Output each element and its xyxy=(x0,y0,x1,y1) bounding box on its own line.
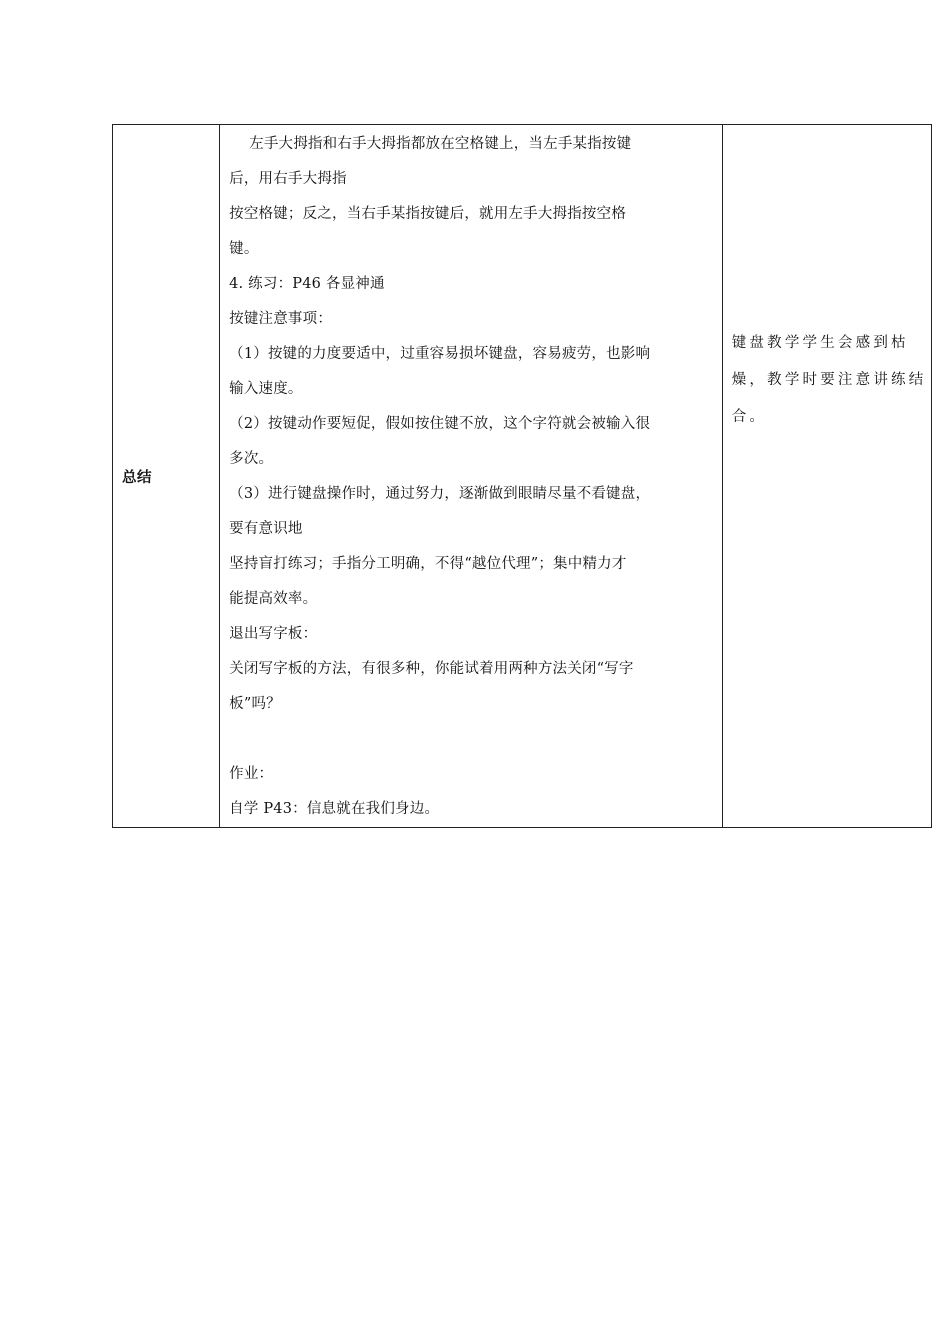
content-line: 后，用右手大拇指 xyxy=(229,171,347,187)
content-line: 能提高效率。 xyxy=(229,591,318,607)
content-line: 退出写字板： xyxy=(229,626,318,642)
table-row xyxy=(113,125,932,828)
content-line: 要有意识地 xyxy=(229,521,303,537)
content-line: 坚持盲打练习；手指分工明确，不得“越位代理”；集中精力才 xyxy=(229,556,627,572)
content-line: 板”吗？ xyxy=(229,696,281,712)
content-line: （2）按键动作要短促，假如按住键不放，这个字符就会被输入很 xyxy=(229,416,651,432)
content-line: 按键注意事项： xyxy=(229,311,333,327)
content-text xyxy=(229,125,714,827)
note-cell xyxy=(722,125,931,828)
section-label: 总结 xyxy=(122,469,152,486)
content-line: 关闭写字板的方法，有很多种，你能试着用两种方法关闭“写字 xyxy=(229,661,634,677)
content-line: 输入速度。 xyxy=(229,381,303,397)
content-line: 左手大拇指和右手大拇指都放在空格键上，当左手某指按键 xyxy=(249,136,632,152)
note-text xyxy=(731,125,927,436)
blank-line xyxy=(229,722,714,757)
content-line: 4. 练习：P46 各显神通 xyxy=(229,276,385,292)
lesson-plan-table xyxy=(112,124,932,828)
note-line: 燥，教学时要注意讲练结 xyxy=(731,372,927,388)
content-line: 键。 xyxy=(229,241,259,257)
content-line: 多次。 xyxy=(229,451,274,467)
note-line: 合。 xyxy=(731,409,768,425)
content-line: （3）进行键盘操作时，通过努力，逐渐做到眼睛尽量不看键盘， xyxy=(229,486,651,502)
content-line: 按空格键；反之，当右手某指按键后，就用左手大拇指按空格 xyxy=(229,206,627,222)
content-line: （1）按键的力度要适中，过重容易损坏键盘，容易疲劳，也影响 xyxy=(229,346,651,362)
note-line: 键盘教学学生会感到枯 xyxy=(731,335,909,351)
content-cell xyxy=(220,125,723,828)
section-label-cell xyxy=(113,125,220,828)
content-line: 自学 P43：信息就在我们身边。 xyxy=(229,801,440,817)
content-line: 作业： xyxy=(229,766,274,782)
